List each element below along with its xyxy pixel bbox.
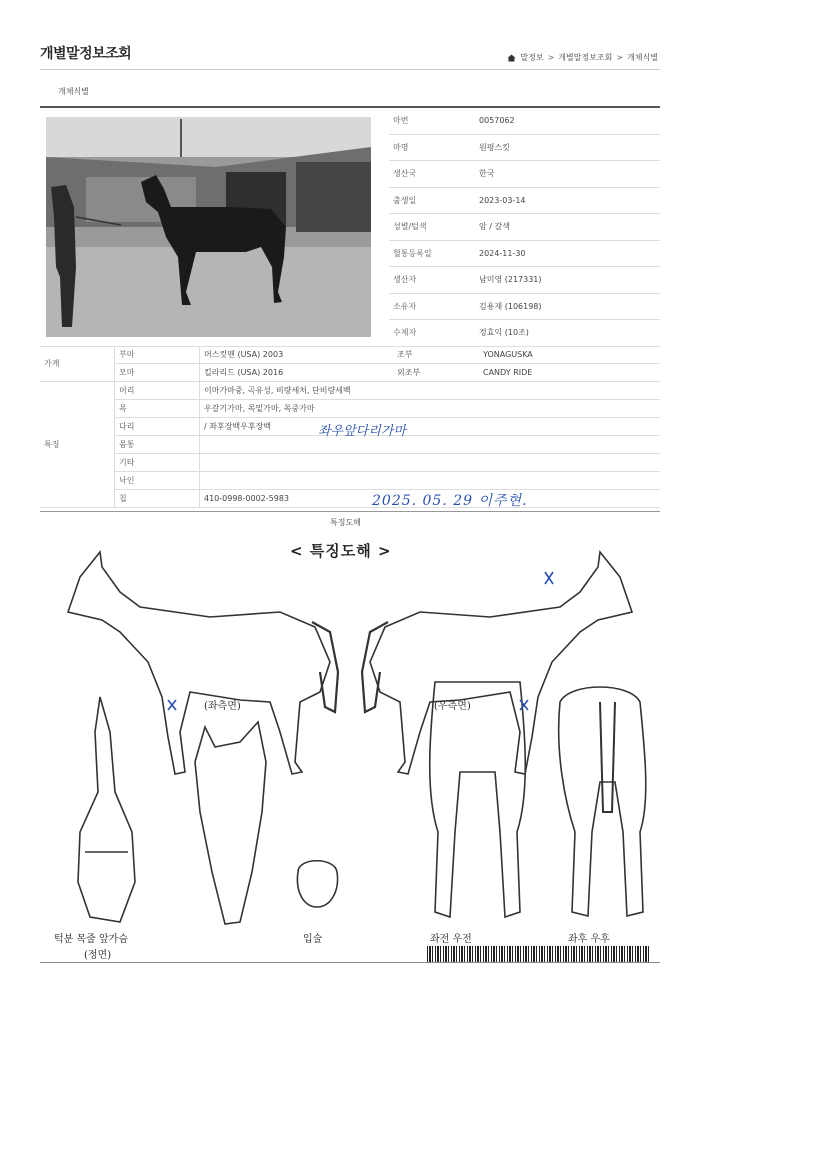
lip-label: 입술: [303, 934, 323, 945]
diagram-title: < 특징도해 >: [290, 542, 392, 560]
feature-label: 목: [115, 400, 200, 418]
handwritten-note: 좌우앞다리가마: [318, 424, 406, 439]
home-icon[interactable]: [507, 54, 516, 62]
country-value: 한국: [475, 161, 660, 188]
neck-view-sublabel: (정면): [84, 950, 112, 961]
feature-label: 몸통: [115, 436, 200, 454]
breadcrumb-separator: >: [616, 53, 624, 62]
field-label: 생산국: [389, 161, 475, 188]
owner-value: 김용재 (106198): [475, 293, 660, 320]
breadcrumb-item-individual[interactable]: 개별말정보조회: [558, 53, 613, 62]
field-label: 소유자: [389, 293, 475, 320]
features-group-label: 특징: [40, 382, 115, 508]
field-label: 출생일: [389, 187, 475, 214]
barcode: [427, 946, 649, 962]
dam-label: 모마: [115, 364, 200, 382]
grandsire-value: YONAGUSKA: [479, 346, 660, 364]
field-label: 생산자: [389, 267, 475, 294]
horse-photo: [46, 117, 371, 337]
grandsire-label: 조부: [393, 346, 479, 364]
feature-body-value: [200, 436, 661, 454]
right-side-label: (우측면): [434, 701, 471, 712]
field-label: 마번: [389, 108, 475, 134]
diagram-bottom-divider: [40, 962, 660, 963]
field-label: 마명: [389, 134, 475, 161]
feature-diagram: [40, 532, 660, 962]
feature-label: 다리: [115, 418, 200, 436]
feature-label: 낙인: [115, 472, 200, 490]
breadcrumb-item-horse-info[interactable]: 말정보: [520, 53, 544, 62]
front-legs-label: 좌전 우전: [430, 934, 472, 945]
horse-name-value: 원평스킷: [475, 134, 660, 161]
horse-number-value: 0057062: [475, 108, 660, 134]
feature-legs-value: / 좌후장백우후장백: [200, 418, 661, 436]
left-side-label: (좌측면): [204, 701, 241, 712]
damsire-value: CANDY RIDE: [479, 364, 660, 382]
table-bottom-divider: [40, 511, 660, 512]
neck-view-label: 턱분 목줄 앞가슴: [54, 934, 128, 945]
feature-brand-value: [200, 472, 661, 490]
registration-date-value: 2024-11-30: [475, 240, 660, 267]
handwritten-signature: 2025. 05. 29 이주현.: [372, 493, 528, 509]
breeder-value: 남미영 (217331): [475, 267, 660, 294]
basic-info-table: [40, 108, 660, 347]
sex-color-value: 암 / 갈색: [475, 214, 660, 241]
section-label: 개체식별: [58, 87, 89, 96]
feature-head-value: 이마가마중, 곡유성, 비량세처, 단비량세백: [200, 382, 661, 400]
feature-label: 칩: [115, 490, 200, 508]
diagram-caption: 특징도해: [330, 518, 361, 527]
breadcrumb: [507, 52, 658, 63]
trainer-value: 정효익 (10조): [475, 320, 660, 347]
header-divider: [40, 69, 660, 70]
feature-chip-value: 410-0998-0002-5983: [200, 490, 661, 508]
breadcrumb-separator: >: [547, 53, 555, 62]
breadcrumb-item-identification[interactable]: 개체식별: [627, 53, 658, 62]
birthdate-value: 2023-03-14: [475, 187, 660, 214]
dam-value: 킬라리드 (USA) 2016: [200, 364, 394, 382]
pedigree-group-label: 가계: [40, 346, 115, 382]
page-title: 개별말정보조회: [40, 46, 132, 62]
feature-label: 기타: [115, 454, 200, 472]
rear-legs-label: 좌후 우후: [568, 934, 610, 945]
sire-label: 부마: [115, 346, 200, 364]
feature-neck-value: 우갈기가마, 목밑가마, 목중가마: [200, 400, 661, 418]
field-label: 성별/털색: [389, 214, 475, 241]
damsire-label: 외조부: [393, 364, 479, 382]
feature-other-value: [200, 454, 661, 472]
field-label: 수제자: [389, 320, 475, 347]
field-label: 혈통등록일: [389, 240, 475, 267]
sire-value: 머스킷맨 (USA) 2003: [200, 346, 394, 364]
photo-cell: [40, 108, 389, 346]
feature-label: 머리: [115, 382, 200, 400]
